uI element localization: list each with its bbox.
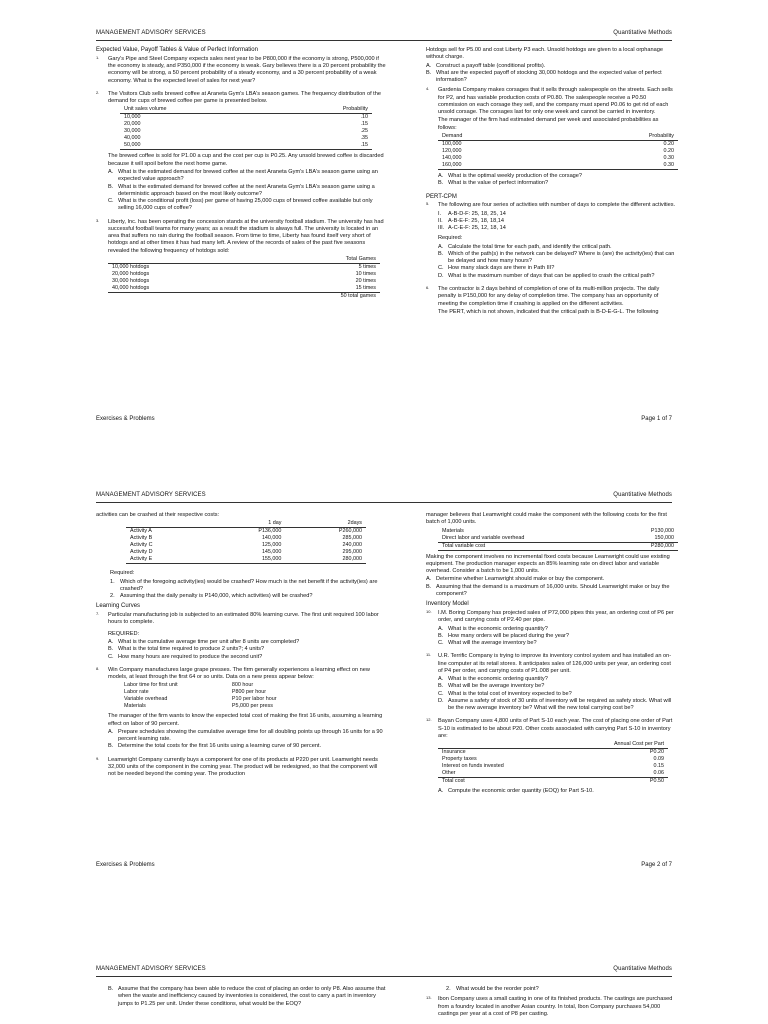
section-title-inventory: Inventory Model: [426, 601, 469, 608]
sub-item: B. How many orders will be placed during the year?: [438, 632, 569, 639]
demand-table: Unit sales volume Probability 10,000 .10 20,000 .15 30,000 .25 40,000 .35 50,000 .15: [120, 106, 372, 150]
page-3-left-column: [96, 986, 386, 1008]
page-header: [96, 30, 672, 38]
path-line: I. A-B-D-F: 25, 18, 25, 14: [438, 210, 506, 217]
sub-item: A. Compute the economic order quantity (EOQ) for Part S-10.: [438, 788, 594, 795]
sub-item: 2. What would be the reorder point?: [446, 986, 539, 992]
problem-9: 9. Leamwright Company currently buys a component for one of its products at P220 per unit. Leamwright needs 32,000 units of the component in the coming year. The product will be redesigned, so that the component will not be needed beyond the coming year. The production: [96, 755, 378, 778]
sub-item: A. What is the estimated demand for brewed coffee at the next Araneta Gym's LBA's season game using an expected value approach?: [108, 169, 378, 183]
sub-item: C. What is the total cost of inventory expected to be?: [438, 690, 572, 697]
sub-item: C. What will the average inventory be?: [438, 640, 537, 647]
sub-item: A. Prepare schedules showing the cumulative average time for all doubling points up through 16 units for a 90 percent learning rate.: [108, 728, 383, 743]
problem-6: 6. The contractor is 2 days behind of completion of one of its multi-million projects. The daily penalty is P150,000 for any delay of completion time. The company has an opportunity of meeting the completion time if crashing is applied on the different activities. The PERT, which is not shown, indicated that the critical path is B-D-E-G-L. The following: [426, 284, 660, 315]
crash-cost-table: 1 day 2days Activity A P136,000 P260,000 Activity B 140,000 285,000 Activity C 125,000 240,000 Activity D 145,000 295,000 Activity E 155,000 280,000: [126, 520, 366, 564]
page-header: MANAGEMENT ADVISORY SERVICES Quantitative Methods: [96, 492, 672, 498]
sub-item: B. Which of the path(s) in the network can be delayed? Where is (are) the activity(ies) that can be delayed and how many hours?: [438, 250, 675, 265]
path-line: III. A-C-E-F: 25, 12, 18, 14: [438, 225, 506, 232]
sub-item: B. Assume that the company has been able to reduce the cost of placing an order to only P8. Also assume that when the waste and inefficiency caused by inventories is considered, the cost to carry a part in inventory jumps to P1.25 per unit. Under these conditions, what would be the EOQ?: [108, 986, 386, 1007]
sub-item: 2. Assuming that the daily penalty is P140,000, which activities) will be crashed?: [110, 593, 313, 600]
sub-item: A. Determine whether Leamwright should make or buy the component.: [426, 576, 605, 583]
problem-11: 11. U.R. Terrific Company is trying to improve its inventory control system and has installed an on-line computer at its retail stores. It anticipates sales of 126,000 units per year, an ordering cost of P4 per order, and carrying costs of P1.008 per unit. A. What is the economic ordering quantity? B. What will be the average inventory be? C. What is the total cost of inventory expected to be? D. Assume a safety of stock of 30 units of inventory will be required as safety stock. What will be the new average inventory be? What will the new total carrying cost be?: [426, 653, 676, 712]
page-1-left-column: [96, 47, 386, 306]
sub-item: A. What is the economic ordering quantity?: [438, 676, 548, 683]
make-cost-table: Materials P130,000 Direct labor and variable overhead 150,000 Total variable cost P280,000: [438, 528, 678, 551]
page-footer: Exercises & Problems Page 2 of 7: [96, 862, 672, 868]
header-right: Quantitative Methods: [613, 30, 672, 36]
page-1-right-column: Hotdogs sell for P5.00 and cost Liberty P3 each. Unsold hotdogs are given to a local orphanage without charge. A. Construct a payoff table (conditional profits). B. What are the expected payoff of stocking 30,000 hotdogs and the expected value of perfect information? 4. Gardenia Company makes corsages that it sells through salespeople on the streets. Each sells for P2, and has variable production costs of P0.80. The salespeople receive a P0.50 commission on each corsage they sell, and the company must spend P0.06 to get rid of each unsold corsage. The corsages last for only one week and cannot be carried in inventory. The manager of the firm had estimated demand per week and associated probabilities as follows: Demand Probability 100,000 0.20 120,000 0.20 140,000 0.30 160,000 0.30 A. What is the optimal weekly production of the corsage? B. What is the value of perfect information? PERT-CPM 5. The following are four series of activities with number of days to complete the different activities. I. A-B-D-F: 25, 18, 25, 14 II. A-B-E-F: 25, 18, 18,14 III. A-C-E-F: 25, 12, 18, 14 Required: A. Calculate the total time for each path, and identify the critical path. B. Which of the path(s) in the network can be delayed? Where is (are) the activity(ies) that can be delayed and how many hours? C. How many slack days are there in Path III? D. What is the maximum number of days that can be applied to crash the critical path? 6. The contractor is 2 days behind of completion of one of its multi-million projects. The daily penalty is P150,000 for any delay of completion time. The company has an opportunity of meeting the completion time if crashing is applied on the different activities. The PERT, which is not shown, indicated that the critical path is B-D-E-G-L. The following: [426, 47, 676, 322]
press-data-table: Labor time for first unit 800 hour Labor rate P800 per hour Variable overhead P10 per labor hour Materials P5,000 per press: [124, 682, 277, 710]
page-header: MANAGEMENT ADVISORY SERVICES Quantitative Methods: [96, 966, 672, 972]
sub-item: B. What is the total time required to produce 2 units?; 4 units?: [108, 646, 265, 653]
sub-item: 1. Which of the foregoing activity(ies) would be crashed? How much is the net benefit if the activity(ies) are crashed?: [110, 578, 378, 592]
header-rule: [96, 502, 672, 503]
sub-item: A. What is the optimal weekly production of the corsage?: [438, 173, 583, 179]
header-rule: [96, 40, 672, 41]
sub-item: B. What will be the average inventory be?: [438, 683, 545, 690]
page-3-right-column: [426, 986, 676, 1024]
sub-item: B. What are the expected payoff of stocking 30,000 hotdogs and the expected value of perfect information?: [426, 69, 662, 84]
hotdog-table: Total Games 10,000 hotdogs 5 times 20,000 hotdogs 10 times 30,000 hotdogs 20 times 40,000 hotdogs 15 times 50 total games: [108, 256, 380, 300]
header-left: MANAGEMENT ADVISORY SERVICES: [96, 30, 206, 36]
problem-4: 4. Gardenia Company makes corsages that it sells through salespeople on the streets. Each sells for P2, and has variable production costs of P0.80. The salespeople receive a P0.50 commission on each corsage they sell, and the company must spend P0.06 to get rid of each unsold corsage. The corsages last for only one week and cannot be carried in inventory. The manager of the firm had estimated demand per week and associated probabilities as follows: Demand Probability 100,000 0.20 120,000 0.20 140,000 0.30 160,000 0.30 A. What is the optimal weekly production of the corsage? B. What is the value of perfect information?: [426, 87, 676, 187]
problem-12: 12. Bayan Company uses 4,800 units of Part S-10 each year. The cost of placing one order of Part S-10 is estimated to be about P20. Other costs associated with carrying Part S-10 in inventory are: Annual Cost per Part Insurance P0.20 Property taxes 0.09 Interest on funds invested 0.15 Other 0.06 Total cost P0.50 A. Compute the economic order quantity (EOQ) for Part S-10.: [426, 718, 676, 795]
sub-item: A. What is the economic ordering quantity?: [438, 625, 548, 632]
sub-item: A. What is the cumulative average time per unit after 8 units are completed?: [108, 639, 300, 646]
sub-item: C. How many hours are required to produce the second unit?: [108, 653, 263, 660]
page-2-left-column: activities can be crashed at their respective costs: 1 day 2days Activity A P136,000 P260,000 Activity B 140,000 285,000 Activity C 125,000 240,000 Activity D 145,000 295,000 Activity E 155,000 280,000 Required: 1. Which of the foregoing activity(ies) would be crashed? How much is the net benefit if the activity(ies) are crashed? 2. Assuming that the daily penalty is P140,000, which activities) will be crashed? Learning Curves 7. Particular manufacturing job is subjected to an estimated 80% learning curve. The first unit required 100 labor hours to complete. REQUIRED: A. What is the cumulative average time per unit after 8 units are completed? B. What is the total time required to produce 2 units?; 4 units? C. How many hours are required to produce the second unit? 8. Win Company manufactures large grape presses. The firm generally experiences a learning effect on new models, at least through the first 64 or so units. Data on a new press appear below: Labor time for first unit 800 hour Labor rate P800 per hour Variable overhead P10 per labor hour Materials P5,000 per press The manager of the firm wants to know the expected total cost of making the first 16 units, assuming a learning effect on labor of 90 percent. A. Prepare schedules showing the cumulative average time for all doubling points up through 16 units for a 90 percent learning rate. B. Determine the total costs for the first 16 units using a learning curve of 90 percent. 9. Leamwright Company currently buys a component for one of its products at P220 per unit. Leamwright needs 32,000 units of the component in the coming year. The product will be redesigned, so that the component will not be needed beyond the coming year. The production: [96, 512, 386, 785]
header-rule: [96, 976, 672, 977]
path-line: II. A-B-E-F: 25, 18, 18,14: [438, 217, 504, 224]
problem-7: 7. Particular manufacturing job is subjected to an estimated 80% learning curve. The first unit required 100 labor hours to complete. REQUIRED: A. What is the cumulative average time per unit after 8 units are completed? B. What is the total time required to produce 2 units?; 4 units? C. How many hours are required to produce the second unit?: [96, 612, 386, 661]
sub-item: B. Assuming that the demand is a maximum of 16,000 units. Should Leamwright make or buy the component?: [426, 583, 670, 597]
sub-item: C. How many slack days are there in Path III?: [438, 265, 555, 272]
section-title: Expected Value, Payoff Tables & Value of Perfect Information: [96, 47, 258, 53]
page-1: [0, 0, 768, 432]
sub-item: C. What is the conditional profit (loss) per game of having 25,000 cups of brewed coffee available but only selling 16,000 cups of coffee?: [108, 198, 373, 212]
problem-13: 13. Ibon Company uses a small casting in one of its finished products. The castings are purchased from a foundry located in another Asian country. In total, Ibon Company purchases 54,000 castings per year at a cost of P8 per casting.: [426, 995, 673, 1017]
sub-item: D. What is the maximum number of days that can be applied to crash the critical path?: [438, 272, 655, 279]
problem-1: 1. Gary's Pipe and Steel Company expects sales next year to be P800,000 if the economy is strong, P500,000 if the economy is steady, and P350,000 if the economy is weak. Gary believes there is a 20 percent probability the economy will be strong, a 50 percent probability of a steady economy, and a 30 percent probability of a weak economy. What is the expected level of sales for next year?: [96, 54, 386, 84]
page-2: [0, 482, 768, 882]
problem-3: 3. Liberty, Inc. has been operating the concession stands at the university football stadium. The university has had successful football teams for many years; as a result the stadium is always full. The university is located in an area that suffers no rain during the football season. From time to time, Liberty has found itself very short of hotdogs and at other times it has had many left. A review of the records of sales of the past five seasons revealed the following frequency of hotdogs sold: Total Games 10,000 hotdogs 5 times 20,000 hotdogs 10 times 30,000 hotdogs 20 times 40,000 hotdogs 15 times 50 total games: [96, 217, 384, 300]
section-title-learning: Learning Curves: [96, 603, 141, 610]
carrying-cost-table: Annual Cost per Part Insurance P0.20 Property taxes 0.09 Interest on funds invested 0.15 Other 0.06 Total cost P0.50: [438, 741, 668, 785]
sub-item: D. Assume a safety of stock of 30 units of inventory will be required as safety stock. What will be the new average inventory be? What will the new total carrying cost be?: [438, 697, 672, 712]
problem-8: 8. Win Company manufactures large grape presses. The firm generally experiences a learning effect on new models, at least through the first 64 or so units. Data on a new press appear below: Labor time for first unit 800 hour Labor rate P800 per hour Variable overhead P10 per labor hour Materials P5,000 per press The manager of the firm wants to know the expected total cost of making the first 16 units, assuming a learning effect on labor of 90 percent. A. Prepare schedules showing the cumulative average time for all doubling points up through 16 units for a 90 percent learning rate. B. Determine the total costs for the first 16 units using a learning curve of 90 percent.: [96, 667, 386, 751]
sub-item: B. Determine the total costs for the first 16 units using a learning curve of 90 percent.: [108, 743, 322, 750]
sub-item: B. What is the estimated demand for brewed coffee at the next Araneta Gym's LBA's season game using a deterministic approach based on the most likely outcome?: [108, 183, 375, 197]
page-3: [0, 954, 768, 1024]
section-title-pert: PERT-CPM: [426, 193, 457, 200]
corsage-table: Demand Probability 100,000 0.20 120,000 0.20 140,000 0.30 160,000 0.30: [438, 133, 678, 170]
problem-5: 5. The following are four series of activities with number of days to complete the different activities. I. A-B-D-F: 25, 18, 25, 14 II. A-B-E-F: 25, 18, 18,14 III. A-C-E-F: 25, 12, 18, 14 Required: A. Calculate the total time for each path, and identify the critical path. B. Which of the path(s) in the network can be delayed? Where is (are) the activity(ies) that can be delayed and how many hours? C. How many slack days are there in Path III? D. What is the maximum number of days that can be applied to crash the critical path?: [426, 201, 676, 279]
problem-10: 10. I.M. Boring Company has projected sales of P72,000 pipes this year, an ordering cost of P6 per order, and carrying costs of P2.40 per pipe. A. What is the economic ordering quantity? B. How many orders will be placed during the year? C. What will the average inventory be?: [426, 610, 676, 647]
problem-2: 2. The Visitors Club sells brewed coffee at Araneta Gym's LBA's season games. The frequency distribution of the demand for cups of brewed coffee per game is presented below. Unit sales volume Probability 10,000 .10 20,000 .15 30,000 .25 40,000 .35 50,000 .15 The brewed coffee is sold for P1.00 a cup and the cost per cup is P0.25. Any unsold brewed coffee is discarded because it will spoil before the next home game. A. What is the estimated demand for brewed coffee at the next Araneta Gym's LBA's season game using an expected value approach? B. What is the estimated demand for brewed coffee at the next Araneta Gym's LBA's season game using a deterministic approach based on the most likely outcome? C. What is the conditional profit (loss) per game of having 25,000 cups of brewed coffee available but only selling 16,000 cups of coffee?: [96, 91, 386, 213]
sub-item: B. What is the value of perfect information?: [438, 180, 549, 187]
sub-item: A. Calculate the total time for each path, and identify the critical path.: [438, 243, 612, 250]
page-2-right-column: manager believes that Leamwright could make the component with the following costs for the first batch of 1,000 units. Materials P130,000 Direct labor and variable overhead 150,000 Total variable cost P280,000 Making the component involves no incremental fixed costs because Leamwright could use existing equipment. The production manager expects an 85% learning rate on direct labor and variable overhead. Consider a batch to be 1,000 units. A. Determine whether Leamwright should make or buy the component. B. Assuming that the demand is a maximum of 16,000 units. Should Leamwright make or buy the component? Inventory Model 10. I.M. Boring Company has projected sales of P72,000 pipes this year, an ordering cost of P6 per order, and carrying costs of P2.40 per pipe. A. What is the economic ordering quantity? B. How many orders will be placed during the year? C. What will the average inventory be? 11. U.R. Terrific Company is trying to improve its inventory control system and has installed an on-line computer at its retail stores. It anticipates sales of 126,000 units per year, an ordering cost of P4 per order, and carrying costs of P1.008 per unit. A. What is the economic ordering quantity? B. What will be the average inventory be? C. What is the total cost of inventory expected to be? D. Assume a safety of stock of 30 units of inventory will be required as safety stock. What will be the new average inventory be? What will the new total carrying cost be? 12. Bayan Company uses 4,800 units of Part S-10 each year. The cost of placing one order of Part S-10 is estimated to be about P20. Other costs associated with carrying Part S-10 in inventory are: Annual Cost per Part Insurance P0.20 Property taxes 0.09 Interest on funds invested 0.15 Other 0.06 Total cost P0.50 A. Compute the economic order quantity (EOQ) for Part S-10.: [426, 512, 676, 802]
sub-item: A. Construct a payoff table (conditional profits).: [426, 62, 546, 69]
page-footer: Exercises & Problems Page 1 of 7: [96, 416, 672, 422]
